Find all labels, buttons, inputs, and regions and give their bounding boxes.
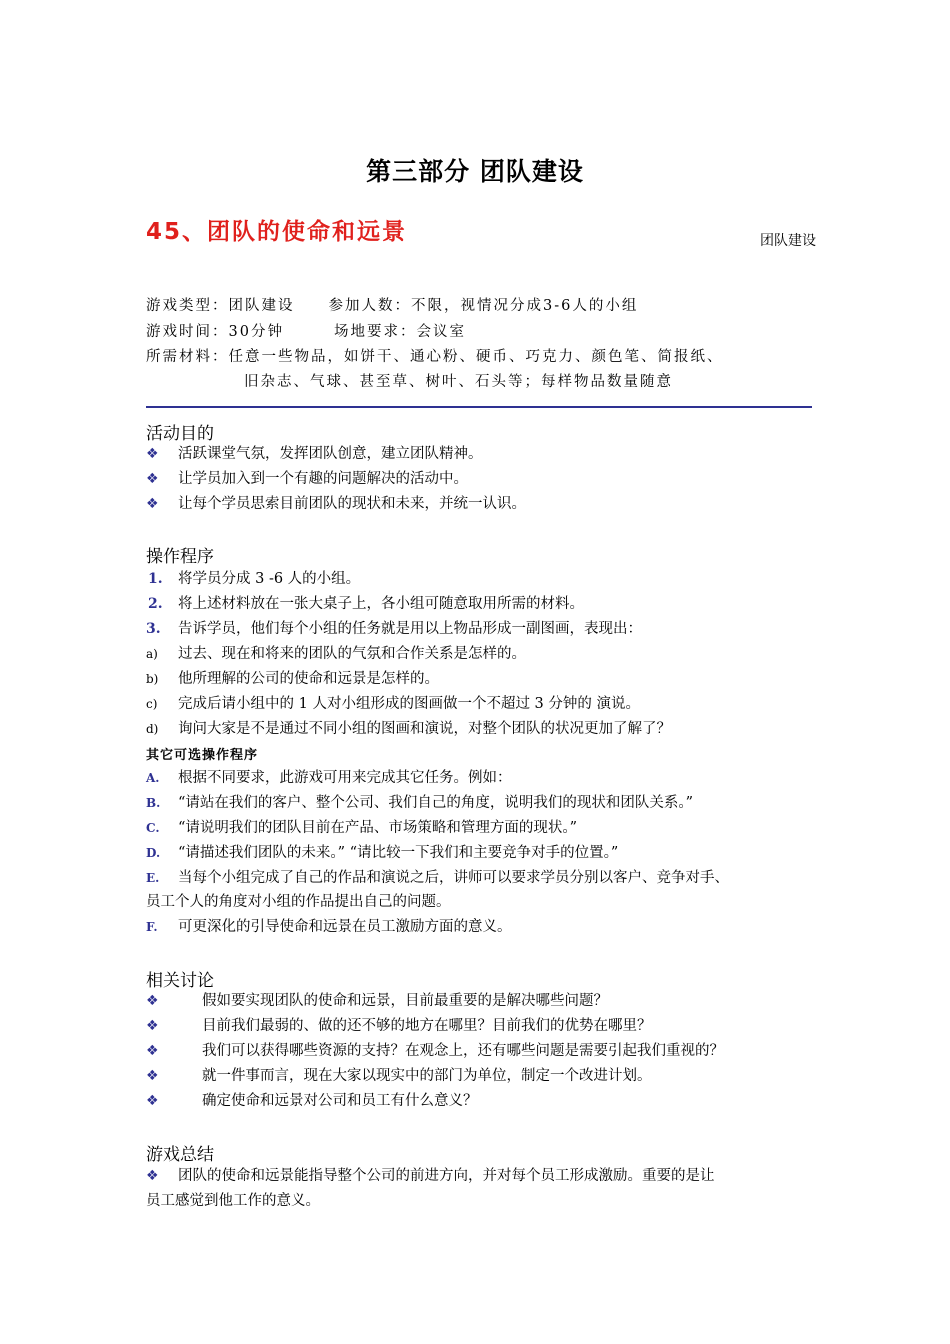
meta-row-time <box>146 320 466 341</box>
time-value: 30分钟 <box>228 324 284 340</box>
procedure-step: 1. 将学员分成 3 -6 人的小组。 <box>148 571 361 587</box>
category-tag: 团队建设 <box>760 233 816 249</box>
meta-row-type <box>146 294 638 315</box>
discussion-item: ❖ 假如要实现团队的使命和远景，目前最重要的是解决哪些问题？ <box>146 989 826 1013</box>
people-label: 参加人数： <box>328 298 411 314</box>
procedure-substep: d) 询问大家是不是通过不同小组的图画和演说，对整个团队的状况更加了解了？ <box>146 721 671 737</box>
diamond-bullet-icon: ❖ <box>146 1043 159 1059</box>
place-value: 会议室 <box>416 324 466 340</box>
part-title: 第三部分 团队建设 <box>366 157 584 186</box>
optional-item: C. “请说明我们的团队目前在产品、市场策略和管理方面的现状。” <box>146 820 578 836</box>
procedure-substep: b) 他所理解的公司的使命和远景是怎样的。 <box>146 671 439 687</box>
discussion-item: ❖ 确定使命和远景对公司和员工有什么意义？ <box>146 1089 826 1113</box>
place-label: 场地要求： <box>333 324 417 340</box>
diamond-bullet-icon: ❖ <box>146 1068 159 1084</box>
discussion-heading: 相关讨论 <box>146 971 214 991</box>
materials-line2: 旧杂志、气球、甚至草、树叶、石头等；每样物品数量随意 <box>244 374 673 390</box>
discussion-item: ❖ 我们可以获得哪些资源的支持？在观念上，还有哪些问题是需要引起我们重视的？ <box>146 1039 826 1063</box>
optional-item: A. 根据不同要求，此游戏可用来完成其它任务。例如： <box>146 770 512 786</box>
purpose-item: ❖ 让每个学员思索目前团队的现状和未来，并统一认识。 <box>146 492 826 516</box>
type-value: 团队建设 <box>228 298 295 314</box>
diamond-bullet-icon: ❖ <box>146 993 159 1009</box>
diamond-bullet-icon: ❖ <box>146 1018 159 1034</box>
discussion-item: ❖ 目前我们最弱的、做的还不够的地方在哪里？目前我们的优势在哪里？ <box>146 1014 826 1038</box>
people-value: 不限，视情况分成3-6人的小组 <box>411 298 639 314</box>
purpose-heading: 活动目的 <box>146 424 214 444</box>
summary-line1: ❖ 团队的使命和远景能指导整个公司的前进方向，并对每个员工形成激励。重要的是让 <box>146 1164 826 1188</box>
divider-rule <box>146 406 812 408</box>
diamond-bullet-icon: ❖ <box>146 496 159 512</box>
purpose-item: ❖ 活跃课堂气氛，发挥团队创意，建立团队精神。 <box>146 442 826 466</box>
optional-item-cont: 员工个人的角度对小组的作品提出自己的问题。 <box>146 894 451 910</box>
diamond-bullet-icon: ❖ <box>146 471 159 487</box>
time-label: 游戏时间： <box>146 324 229 340</box>
purpose-item: ❖ 让学员加入到一个有趣的问题解决的活动中。 <box>146 467 826 491</box>
summary-heading: 游戏总结 <box>146 1145 214 1165</box>
optional-item: B. “请站在我们的客户、整个公司、我们自己的角度，说明我们的现状和团队关系。” <box>146 795 694 811</box>
procedure-substep: c) 完成后请小组中的 1 人对小组形成的图画做一个不超过 3 分钟的 演说。 <box>146 696 640 712</box>
optional-heading: 其它可选操作程序 <box>146 748 259 763</box>
meta-row-materials <box>146 345 724 366</box>
meta-row-materials-cont <box>146 370 673 391</box>
procedure-substep: a) 过去、现在和将来的团队的气氛和合作关系是怎样的。 <box>146 646 526 662</box>
game-title: 45、团队的使命和远景 <box>146 219 408 245</box>
type-label: 游戏类型： <box>146 298 229 314</box>
summary-line2: 员工感觉到他工作的意义。 <box>146 1193 320 1209</box>
procedure-step: 2. 将上述材料放在一张大桌子上，各小组可随意取用所需的材料。 <box>148 596 584 612</box>
procedure-heading: 操作程序 <box>146 547 214 567</box>
optional-item: F. 可更深化的引导使命和远景在员工激励方面的意义。 <box>146 919 512 935</box>
materials-line1: 任意一些物品，如饼干、通心粉、硬币、巧克力、颜色笔、简报纸、 <box>228 349 724 365</box>
diamond-bullet-icon: ❖ <box>146 1093 159 1109</box>
optional-item: E. 当每个小组完成了自己的作品和演说之后，讲师可以要求学员分别以客户、竞争对手、 <box>146 870 729 886</box>
materials-label: 所需材料： <box>146 349 229 365</box>
diamond-bullet-icon: ❖ <box>146 1168 159 1184</box>
procedure-step: 3. 告诉学员，他们每个小组的任务就是用以上物品形成一副图画，表现出： <box>146 621 642 637</box>
diamond-bullet-icon: ❖ <box>146 446 159 462</box>
discussion-item: ❖ 就一件事而言，现在大家以现实中的部门为单位，制定一个改进计划。 <box>146 1064 826 1088</box>
optional-item: D. “请描述我们团队的未来。” “请比较一下我们和主要竞争对手的位置。” <box>146 845 619 861</box>
